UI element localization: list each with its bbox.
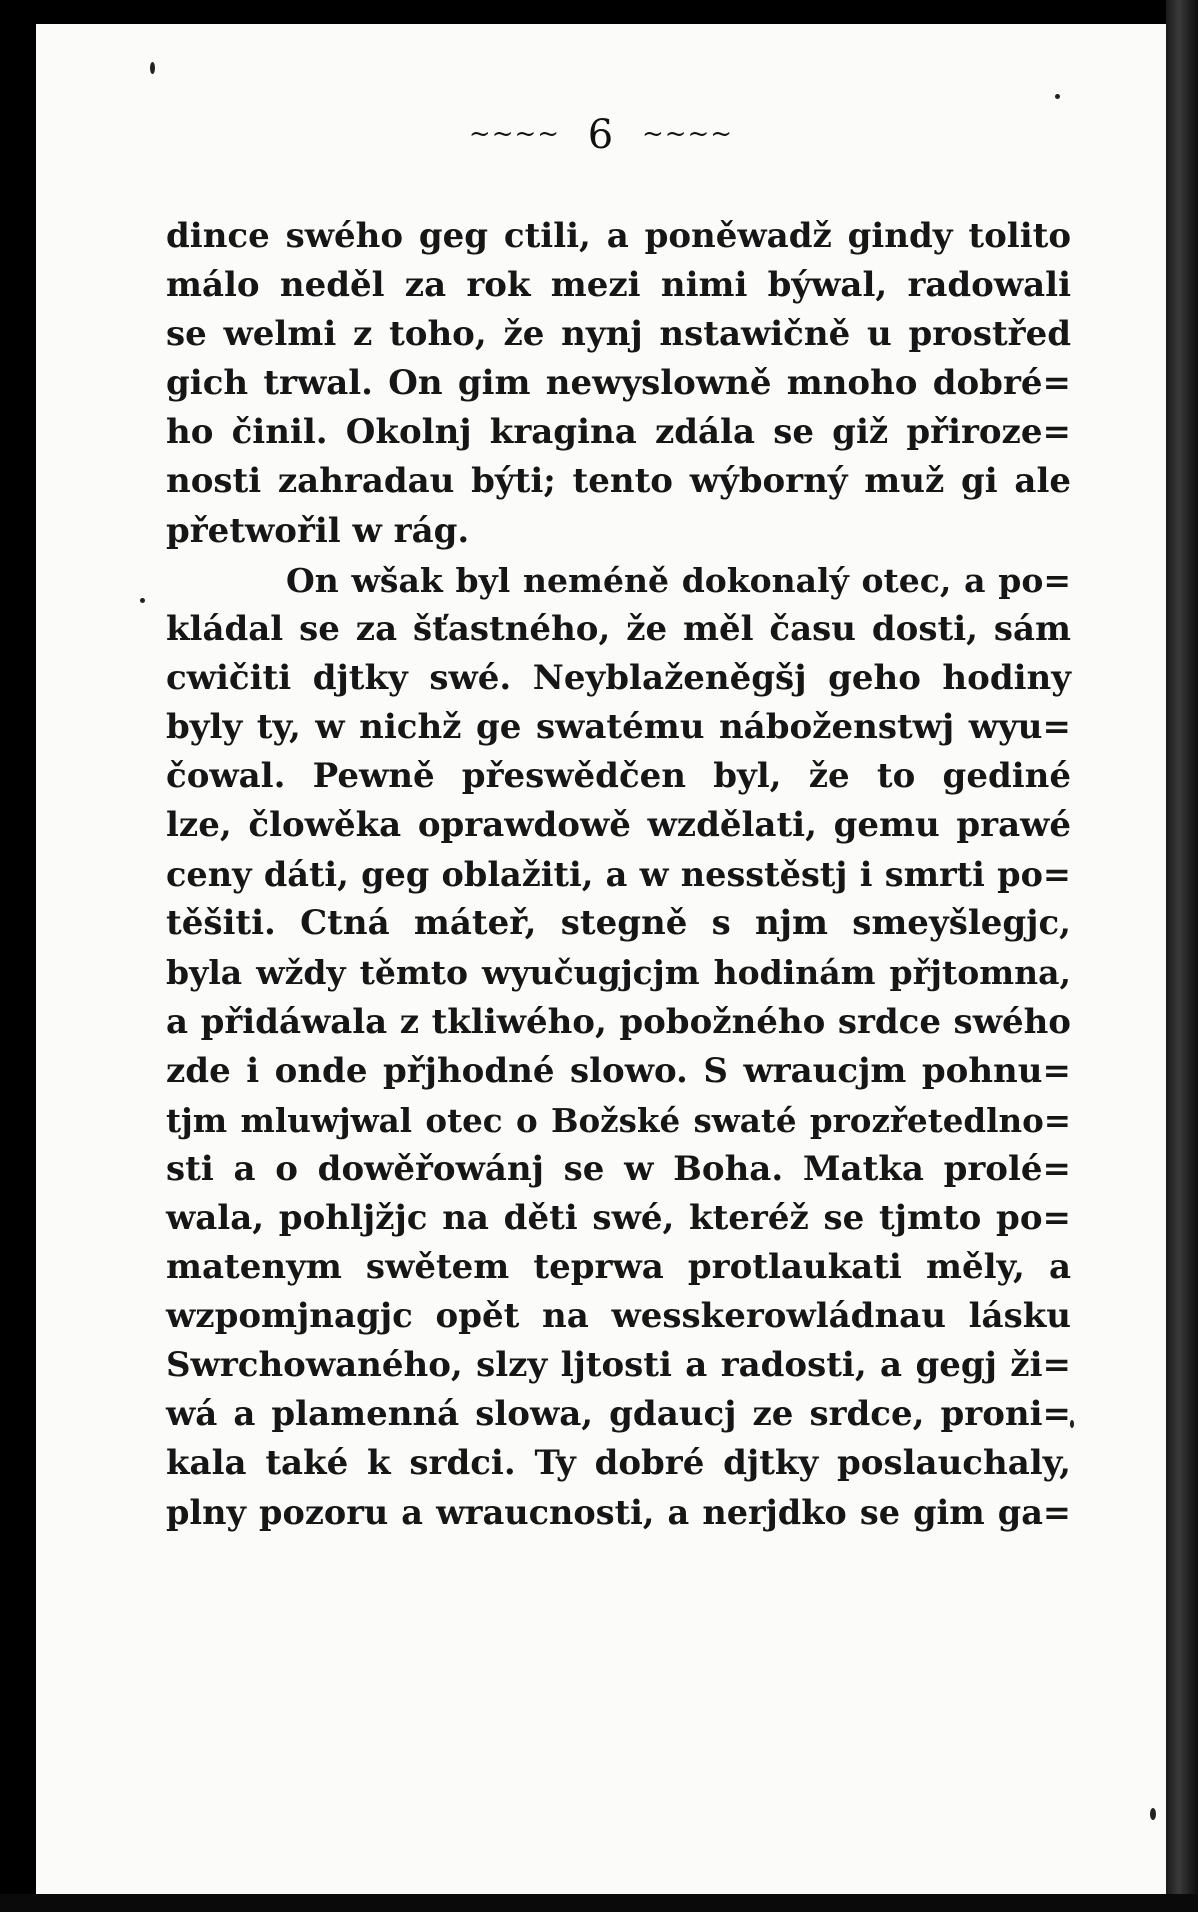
- text-line: zde i onde přjhodné slowo. S wraucjm pohnu=: [166, 1050, 1071, 1091]
- text-line: tjm mluwjwal otec o Božské swaté prozřetedlno=: [166, 1100, 1071, 1140]
- text-line: byly ty, w nichž ge swatému náboženstwj wyu=: [166, 706, 1071, 747]
- text-line: kládal se za šťastného, že měl času dosti, sám: [166, 608, 1071, 649]
- text-line: ho činil. Okolnj kragina zdála se giž přiroze=: [166, 412, 1071, 453]
- text-line: sti a o dowěřowánj se w Boha. Matka prolé=: [166, 1148, 1071, 1189]
- paragraph-end-line: přetwořil w rág.: [166, 510, 470, 551]
- text-line: matenym swětem teprwa protlaukati měly, a: [166, 1246, 1071, 1287]
- text-line: nosti zahradau býti; tento wýborný muž gi ale: [166, 461, 1071, 502]
- text-line: se welmi z toho, že nynj nstawičně u prostřed: [166, 314, 1071, 355]
- text-line: cwičiti djtky swé. Neyblaženěgšj geho hodiny: [166, 657, 1071, 698]
- page-number: 6: [587, 112, 615, 158]
- text-line: a přidáwala z tkliwého, pobožného srdce swého: [166, 1001, 1071, 1042]
- scan-edge-bottom: [0, 1894, 1198, 1912]
- scan-speck: [1150, 1808, 1156, 1820]
- text-line: lze, člowěka oprawdowě wzdělati, gemu prawé: [166, 805, 1071, 846]
- text-line: dince swého geg ctili, a poněwadž gindy tolito: [166, 216, 1071, 256]
- text-line: ceny dáti, geg oblažiti, a w nesstěstj i smrti po=: [166, 855, 1071, 895]
- text-line: těšiti. Ctná máteř, stegně s njm smeyšlegjc,: [166, 903, 1071, 944]
- scan-edge-right: [1166, 0, 1198, 1912]
- text-line: kala také k srdci. Ty dobré djtky poslauchaly,: [166, 1443, 1071, 1484]
- page-header: [36, 112, 1166, 158]
- text-line: čowal. Pewně přeswědčen byl, že to gediné: [166, 756, 1071, 797]
- header-ornament-right: ~~~~: [641, 119, 734, 149]
- text-line: wá a plamenná slowa, gdaucj ze srdce, proni=: [166, 1394, 1071, 1435]
- body-text: [166, 212, 1071, 1538]
- text-line: plny pozoru a wraucnosti, a nerjdko se gim ga=: [166, 1493, 1071, 1533]
- paragraph-start-line: On wšak byl neméně dokonalý otec, a po=: [286, 560, 1071, 600]
- text-line: wzpomjnagjc opět na wesskerowládnau lásku: [166, 1296, 1071, 1337]
- scan-speck: [150, 62, 155, 74]
- text-line: Swrchowaného, slzy ljtosti a radosti, a gegj ži=: [166, 1345, 1071, 1386]
- text-line: málo neděl za rok mezi nimi býwal, radowali: [166, 265, 1071, 306]
- text-line: wala, pohljžjc na děti swé, kteréž se tjmto po=: [166, 1197, 1071, 1238]
- text-line: gich trwal. On gim newyslowně mnoho dobré=: [166, 363, 1071, 404]
- scan-speck: [140, 598, 145, 603]
- header-ornament-left: ~~~~: [468, 119, 561, 149]
- text-line: byla wždy těmto wyučugjcjm hodinám přjtomna,: [166, 953, 1071, 993]
- scan-speck: [1055, 94, 1060, 99]
